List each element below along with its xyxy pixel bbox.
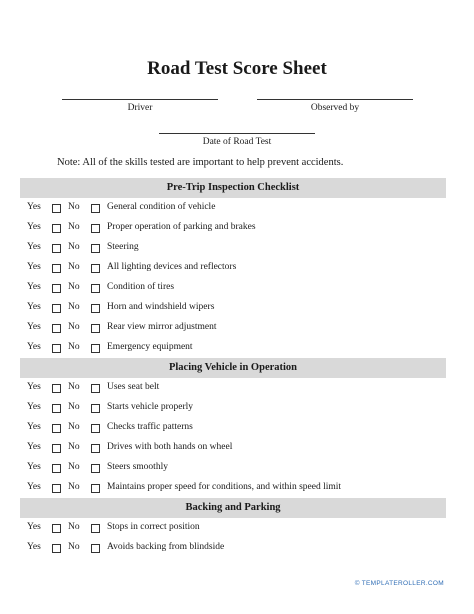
no-label: No — [68, 522, 80, 532]
yes-label: Yes — [27, 202, 41, 212]
yes-label: Yes — [27, 442, 41, 452]
no-checkbox[interactable] — [91, 404, 100, 413]
checklist-row — [20, 378, 446, 398]
checklist-row — [20, 238, 446, 258]
checklist-row — [20, 198, 446, 218]
no-checkbox[interactable] — [91, 244, 100, 253]
yes-checkbox[interactable] — [52, 284, 61, 293]
yes-checkbox[interactable] — [52, 224, 61, 233]
checklist-row — [20, 418, 446, 438]
section-header: Pre-Trip Inspection Checklist — [20, 178, 446, 198]
no-checkbox[interactable] — [91, 444, 100, 453]
no-label: No — [68, 462, 80, 472]
checklist-row — [20, 258, 446, 278]
checklist-row — [20, 398, 446, 418]
yes-checkbox[interactable] — [52, 304, 61, 313]
yes-checkbox[interactable] — [52, 484, 61, 493]
checklist-item-label: Maintains proper speed for conditions, and within speed limit — [107, 482, 342, 492]
checklist-item-label: Stops in correct position — [107, 522, 200, 532]
yes-checkbox[interactable] — [52, 264, 61, 273]
section-header: Placing Vehicle in Operation — [20, 358, 446, 378]
observer-label: Observed by — [310, 103, 360, 113]
yes-label: Yes — [27, 262, 41, 272]
checklist-item-label: Starts vehicle properly — [107, 402, 194, 412]
driver-signature — [62, 99, 218, 113]
checklist-row — [20, 318, 446, 338]
driver-signature-line[interactable] — [62, 99, 218, 100]
yes-checkbox[interactable] — [52, 244, 61, 253]
checklist-item-label: Rear view mirror adjustment — [107, 322, 217, 332]
checklist-row — [20, 298, 446, 318]
no-label: No — [68, 402, 80, 412]
yes-checkbox[interactable] — [52, 424, 61, 433]
no-label: No — [68, 322, 80, 332]
no-label: No — [68, 222, 80, 232]
checklist-item-label: Drives with both hands on wheel — [107, 442, 233, 452]
no-label: No — [68, 202, 80, 212]
no-checkbox[interactable] — [91, 324, 100, 333]
no-checkbox[interactable] — [91, 344, 100, 353]
checklist-item-label: Steering — [107, 242, 139, 252]
footer-watermark: © TEMPLATEROLLER.COM — [354, 580, 444, 587]
yes-label: Yes — [27, 422, 41, 432]
checklist-item-label: Steers smoothly — [107, 462, 168, 472]
checklist-row — [20, 338, 446, 358]
checklist-item-label: Proper operation of parking and brakes — [107, 222, 256, 232]
no-label: No — [68, 342, 80, 352]
observer-signature — [257, 99, 413, 113]
document-title: Road Test Score Sheet — [147, 58, 327, 79]
yes-checkbox[interactable] — [52, 204, 61, 213]
no-label: No — [68, 542, 80, 552]
date-label: Date of Road Test — [202, 137, 272, 147]
yes-label: Yes — [27, 402, 41, 412]
checklist-row — [20, 518, 446, 538]
checklist-sections — [20, 178, 446, 558]
no-checkbox[interactable] — [91, 384, 100, 393]
no-label: No — [68, 262, 80, 272]
yes-label: Yes — [27, 242, 41, 252]
yes-checkbox[interactable] — [52, 344, 61, 353]
no-checkbox[interactable] — [91, 464, 100, 473]
no-checkbox[interactable] — [91, 204, 100, 213]
no-checkbox[interactable] — [91, 264, 100, 273]
yes-label: Yes — [27, 222, 41, 232]
date-signature — [159, 133, 315, 147]
driver-label: Driver — [127, 103, 153, 113]
yes-checkbox[interactable] — [52, 544, 61, 553]
yes-label: Yes — [27, 282, 41, 292]
checklist-item-label: General condition of vehicle — [107, 202, 216, 212]
no-label: No — [68, 242, 80, 252]
no-checkbox[interactable] — [91, 484, 100, 493]
yes-label: Yes — [27, 522, 41, 532]
no-checkbox[interactable] — [91, 544, 100, 553]
no-label: No — [68, 442, 80, 452]
checklist-item-label: Uses seat belt — [107, 382, 160, 392]
yes-label: Yes — [27, 302, 41, 312]
yes-checkbox[interactable] — [52, 384, 61, 393]
yes-checkbox[interactable] — [52, 404, 61, 413]
no-checkbox[interactable] — [91, 284, 100, 293]
yes-checkbox[interactable] — [52, 324, 61, 333]
checklist-item-label: Emergency equipment — [107, 342, 193, 352]
yes-label: Yes — [27, 482, 41, 492]
yes-checkbox[interactable] — [52, 524, 61, 533]
no-label: No — [68, 302, 80, 312]
no-checkbox[interactable] — [91, 224, 100, 233]
checklist-item-label: Condition of tires — [107, 282, 175, 292]
yes-label: Yes — [27, 462, 41, 472]
yes-label: Yes — [27, 342, 41, 352]
checklist-item-label: Horn and windshield wipers — [107, 302, 215, 312]
no-checkbox[interactable] — [91, 524, 100, 533]
no-label: No — [68, 382, 80, 392]
checklist-item-label: Checks traffic patterns — [107, 422, 193, 432]
yes-checkbox[interactable] — [52, 464, 61, 473]
checklist-row — [20, 278, 446, 298]
yes-label: Yes — [27, 322, 41, 332]
checklist-item-label: All lighting devices and reflectors — [107, 262, 237, 272]
no-label: No — [68, 422, 80, 432]
note-text: Note: All of the skills tested are important to help prevent accidents. — [57, 157, 344, 168]
yes-label: Yes — [27, 382, 41, 392]
checklist-row — [20, 538, 446, 558]
checklist-item-label: Avoids backing from blindside — [107, 542, 225, 552]
no-label: No — [68, 282, 80, 292]
no-checkbox[interactable] — [91, 424, 100, 433]
section-header: Backing and Parking — [20, 498, 446, 518]
no-checkbox[interactable] — [91, 304, 100, 313]
yes-checkbox[interactable] — [52, 444, 61, 453]
checklist-row — [20, 438, 446, 458]
yes-label: Yes — [27, 542, 41, 552]
checklist-row — [20, 478, 446, 498]
observer-signature-line[interactable] — [257, 99, 413, 100]
checklist-row — [20, 458, 446, 478]
date-signature-line[interactable] — [159, 133, 315, 134]
checklist-row — [20, 218, 446, 238]
no-label: No — [68, 482, 80, 492]
